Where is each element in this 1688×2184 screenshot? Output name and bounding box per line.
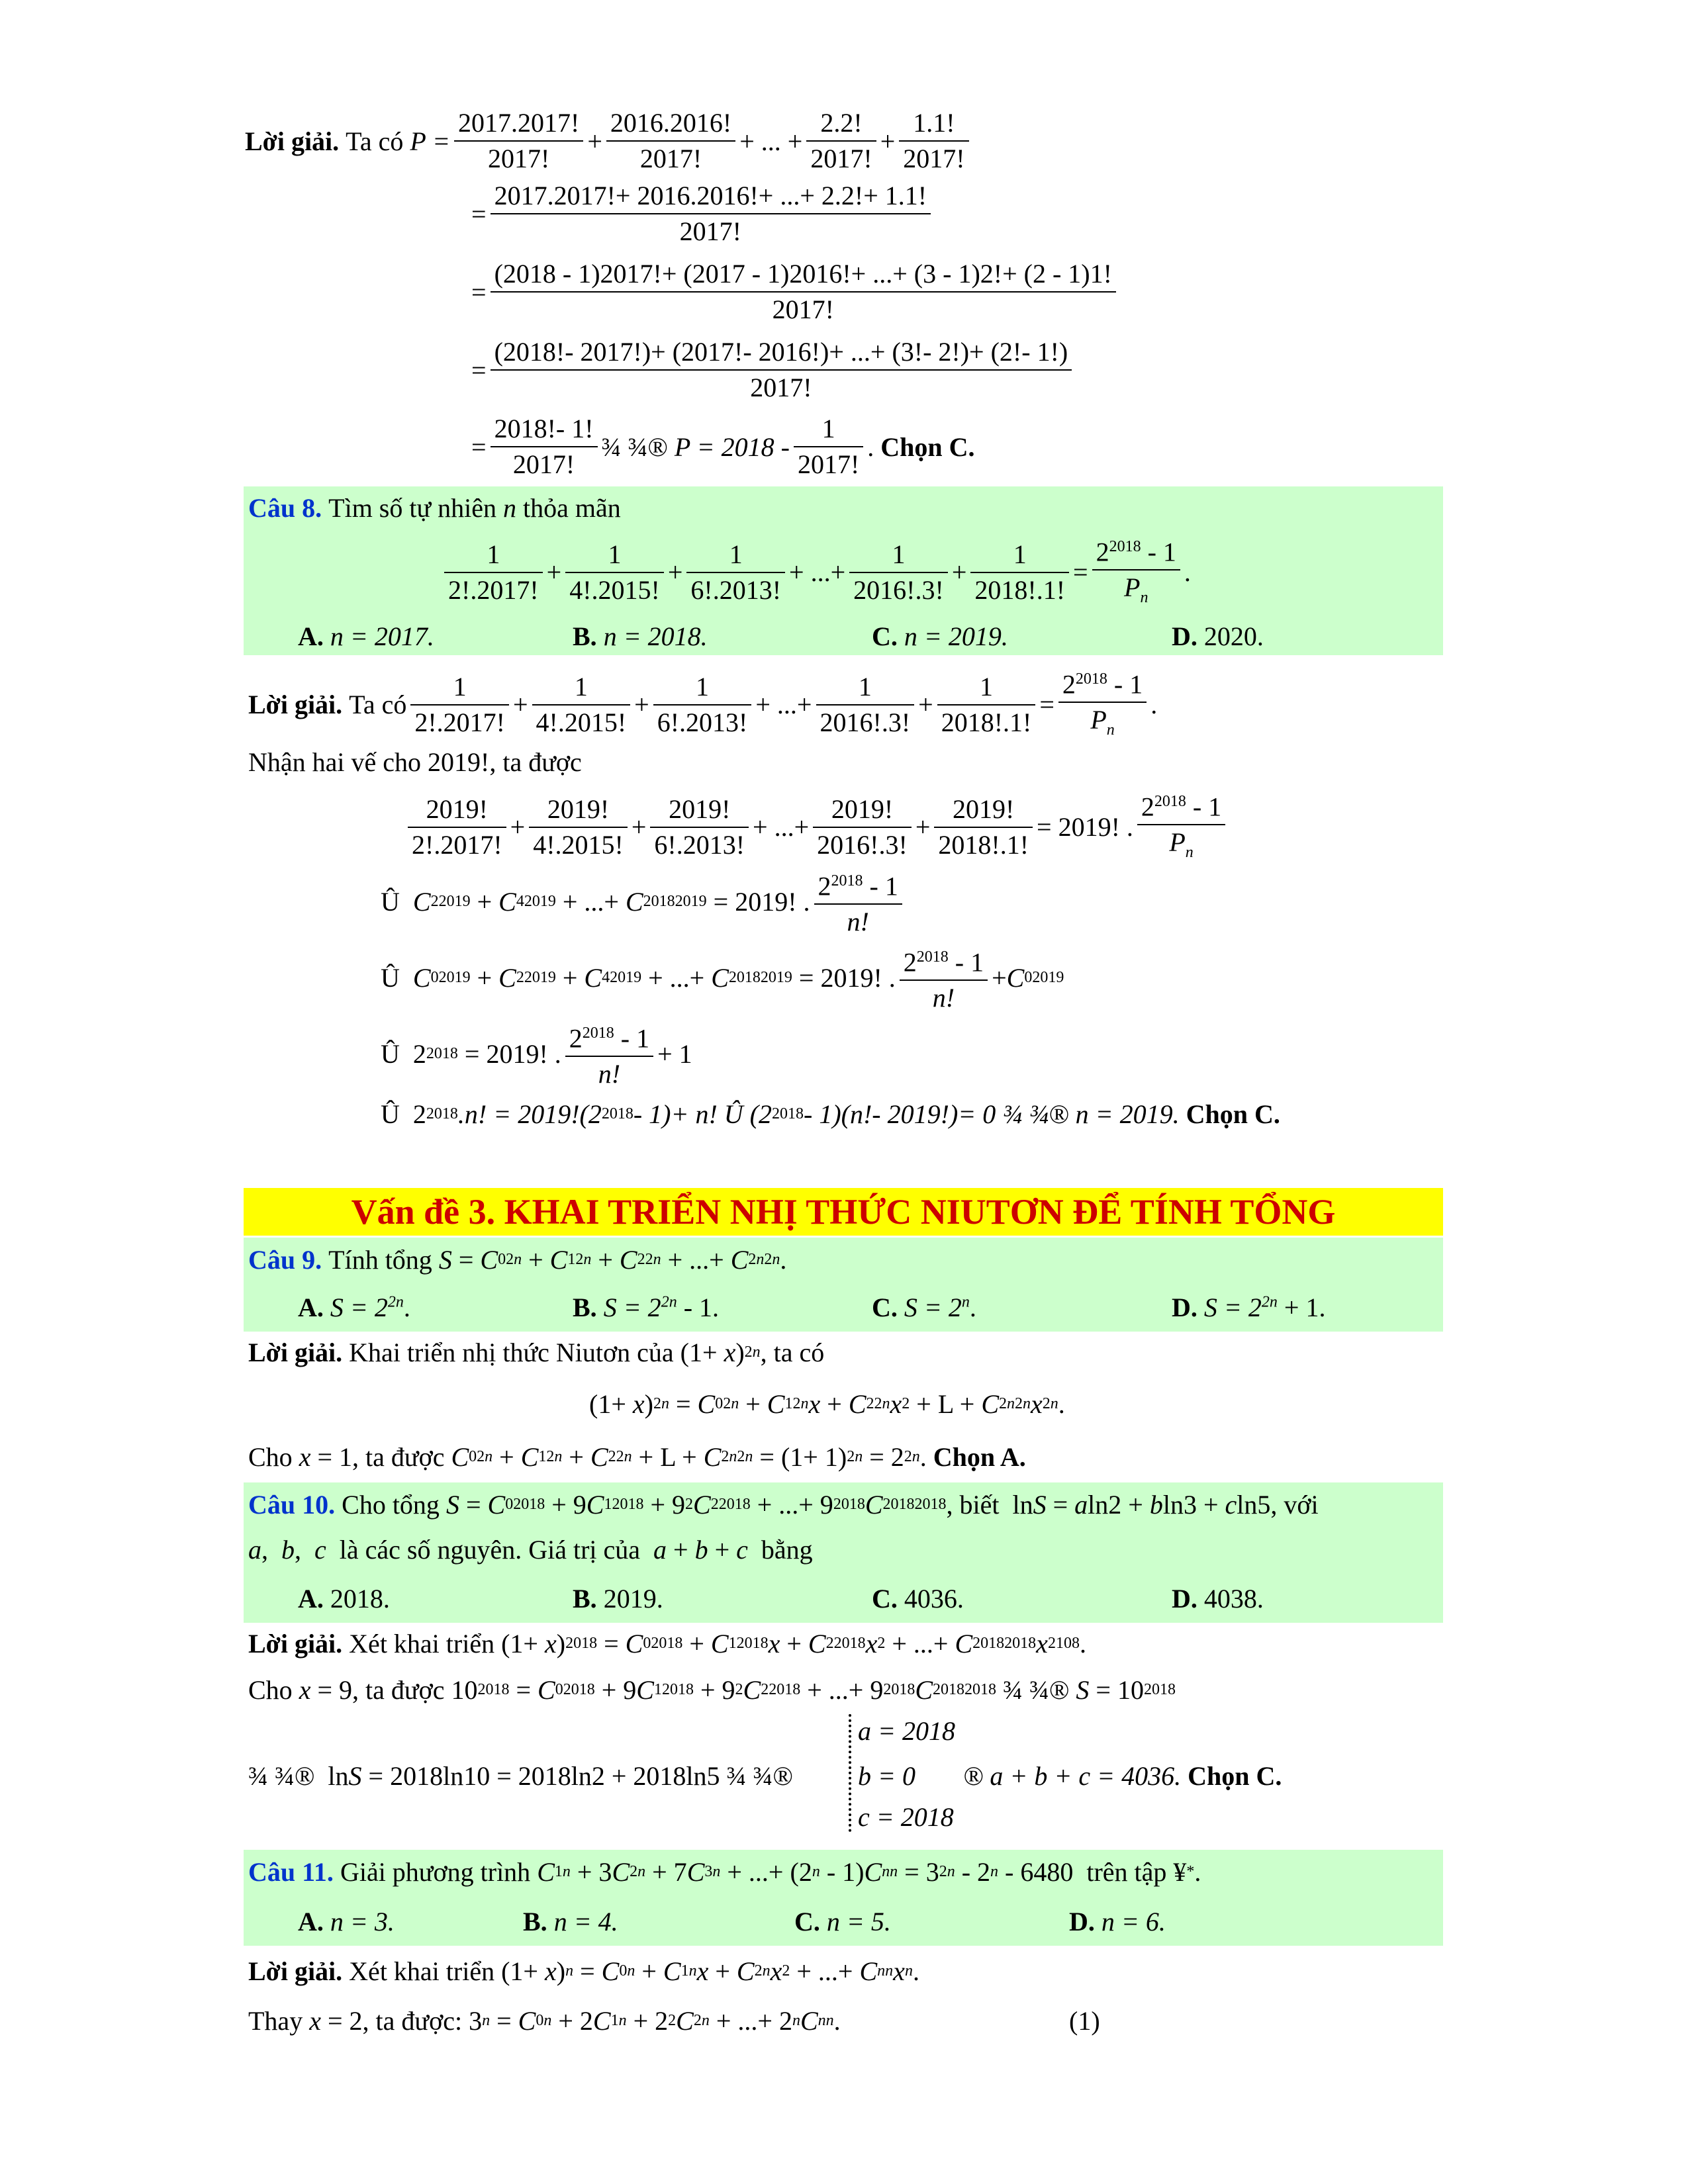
q10-option-c[interactable]: C. 4036. xyxy=(872,1584,964,1614)
q8-equation: $\frac{1}{2!.2017!}$ + $\frac{1}{4!.2015!}$ + $\frac{1}{6!.2013!}$ + ...+ $\frac{1}{2016!.3!}$ + $\frac{1}{2018!.1!}$ = $\frac{2^{2018} - 1}{P_n}$ . xyxy=(440,529,1191,615)
q9-line1: Câu 9. Tính tổng S = C 0 2n + C 1 2n + C 2 2n + ...+ C 2n 2n . xyxy=(248,1245,787,1275)
fraction: $\frac{2^{2018} - 1}{n!}$ xyxy=(900,940,988,1015)
fraction: $\frac{2^{2018} - 1}{n!}$ xyxy=(814,864,902,939)
sol7-line1: Lời giải. Ta có P = $\frac{2017.2017!}{2017!}$ + $\frac{2016.2016!}{2017!}$ + ... + $\frac{2.2!}{2017!}$ + $\frac{1.1!}{2017!}$ xyxy=(245,106,973,176)
fraction: $\frac{2019!}{6!.2013!}$ xyxy=(650,792,749,862)
fraction: $\frac{2^{2018} - 1}{P_n}$ xyxy=(1058,662,1147,747)
question-text: Tìm số tự nhiên xyxy=(328,492,497,523)
fraction: $\frac{1}{2016!.3!}$ xyxy=(849,537,948,608)
sol10-line1: Lời giải. Xét khai triển (1+ x ) 2018 = C 0 2018 + C 1 2018 x + C 2 2018 x 2 + ...+ C 2018 2018 x 2108 . xyxy=(248,1629,1086,1659)
q8-option-d[interactable]: D. 2020. xyxy=(1172,621,1264,651)
sol8-line5: Û 2 2018 = 2019! . $\frac{2^{2018} - 1}{n!}$ + 1 xyxy=(381,1016,692,1091)
question-text: Tính tổng xyxy=(328,1245,432,1275)
q11-option-b[interactable]: B. n = 4. xyxy=(523,1907,618,1936)
q9-option-c[interactable]: C. $S = 2^n$. xyxy=(872,1293,976,1322)
q11-option-a[interactable]: A. n = 3. xyxy=(298,1907,395,1936)
equals-sign: = xyxy=(471,432,487,462)
fraction: $\frac{1.1!}{2017!}$ xyxy=(899,106,968,176)
q8-option-b[interactable]: B. n = 2018. xyxy=(573,621,708,651)
fraction: $\frac{2019!}{4!.2015!}$ xyxy=(529,792,628,862)
solution-label: Lời giải. xyxy=(248,1629,343,1659)
q11-option-d[interactable]: D. n = 6. xyxy=(1069,1907,1166,1936)
fraction: $\frac{2017.2017!}{2017!}$ xyxy=(454,106,583,176)
q10-option-b[interactable]: B. 2019. xyxy=(573,1584,663,1614)
fraction: $\frac{1}{2!.2017!}$ xyxy=(410,670,509,740)
system-eq-c: c = 2018 xyxy=(858,1802,954,1832)
fraction: $\frac{2016.2016!}{2017!}$ xyxy=(606,106,735,176)
sol8-multiply-text: Nhận hai vế cho 2019!, ta được xyxy=(248,747,582,777)
fraction: $\frac{1}{2016!.3!}$ xyxy=(816,670,915,740)
fraction: $\frac{1}{2018!.1!}$ xyxy=(937,670,1036,740)
solution-intro: Ta có xyxy=(346,126,404,156)
sol7-line4 xyxy=(471,335,1076,405)
fraction: $\frac{2.2!}{2017!}$ xyxy=(806,106,876,176)
fraction: $\frac{2018!- 1!}{2017!}$ xyxy=(491,412,598,482)
iff-symbol: Û xyxy=(381,886,400,917)
equals-sign: = xyxy=(471,199,487,229)
solution-label: Lời giải. xyxy=(245,126,340,156)
sol7-line5: = $\frac{2018!- 1!}{2017!}$ ¾ ¾® P = 2018 - $\frac{1}{2017!}$ . Chọn C. xyxy=(471,412,975,482)
implies-arrow: ¾ ¾® xyxy=(601,432,668,462)
fraction: $\frac{2017.2017!+ 2016.2016!+ ...+ 2.2!+ 1.1!}{2017!}$ xyxy=(491,179,931,249)
equation-number: (1) xyxy=(1069,2006,1100,2036)
fraction: $\frac{1}{2018!.1!}$ xyxy=(970,537,1069,608)
equals-sign: = xyxy=(471,355,487,385)
q8-line1 xyxy=(248,488,621,527)
answer-choice: Chọn C. xyxy=(1188,1761,1282,1791)
sol7-line2 xyxy=(471,179,935,249)
question-text-2: thỏa mãn xyxy=(523,492,621,523)
sol11-line2: Thay x = 2 , ta được: 3 n = C 0 n + 2 C 1 n + 2 2 C 2 n + ...+ 2 n C n n . xyxy=(248,2006,841,2036)
sol9-line3: Cho x = 1 , ta được C 0 2n + C 1 2n + C 2 2n + L + C 2n 2n = (1+ 1) 2n = 2 2n . Chọn A. xyxy=(248,1442,1026,1472)
fraction: $\frac{2019!}{2018!.1!}$ xyxy=(934,792,1033,862)
iff-symbol: Û xyxy=(381,1038,400,1069)
equals-sign: = xyxy=(471,277,487,307)
sol9-expansion: (1+ x ) 2n = C 0 2n + C 1 2n x + C 2 2n x 2 + L + C 2n 2n x 2n . xyxy=(589,1389,1065,1419)
result-expression: P = 2018 - xyxy=(674,432,790,462)
fraction: $\frac{2019!}{2!.2017!}$ xyxy=(408,792,506,862)
sol8-line6: Û 2 2018 .n! = 2019!(2 2018 - 1)+ n! Û (2 2018 - 1)(n!- 2019!)= 0 ¾ ¾® n = 2019. Chọn C. xyxy=(381,1099,1280,1129)
answer-choice: Chọn A. xyxy=(933,1442,1026,1472)
q11-option-c[interactable]: C. n = 5. xyxy=(794,1907,891,1936)
q9-option-d[interactable]: D. $S = 2^{2n} + 1$. xyxy=(1172,1293,1326,1322)
q11-line1: Câu 11. Giải phương trình C 1 n + 3 C 2 n + 7 C 3 n + ...+ (2 n - 1) C n n = 3 2n - 2 n - 6480 trên tập ¥ * . xyxy=(248,1857,1201,1887)
fraction: $\frac{2019!}{2016!.3!}$ xyxy=(813,792,912,862)
section-heading: Vấn đề 3. KHAI TRIỂN NHỊ THỨC NIUTƠN ĐỂ TÍNH TỔNG xyxy=(351,1192,1336,1232)
q8-option-a[interactable]: A. n = 2017. xyxy=(298,621,434,651)
solution-intro: Ta có xyxy=(349,690,407,720)
fraction: $\frac{1}{6!.2013!}$ xyxy=(686,537,785,608)
q9-option-a[interactable]: A. $S = 2^{2n}$. xyxy=(298,1293,410,1322)
fraction: $\frac{1}{4!.2015!}$ xyxy=(565,537,664,608)
fraction: $\frac{(2018!- 2017!)+ (2017!- 2016!)+ ...+ (3!- 2!)+ (2!- 1!)}{2017!}$ xyxy=(491,335,1072,405)
sol11-line1: Lời giải. Xét khai triển (1+ x ) n = C 0 n + C 1 n x + C 2 n x 2 + ...+ C n n x n . xyxy=(248,1956,919,1986)
sol8-line1: Lời giải. Ta có $\frac{1}{2!.2017!}$ + $\frac{1}{4!.2015!}$ + $\frac{1}{6!.2013!}$ + ...+ $\frac{1}{2016!.3!}$ + $\frac{1}{2018!.1!}$ = $\frac{2^{2018} - 1}{P_n}$ . xyxy=(248,662,1157,747)
fraction: $\frac{1}{4!.2015!}$ xyxy=(532,670,631,740)
sol10-line3: ¾ ¾® ln S = 2018ln10 = 2018ln2 + 2018ln5 ¾ ¾® xyxy=(248,1761,793,1791)
fraction: $\frac{1}{6!.2013!}$ xyxy=(653,670,752,740)
q10-option-a[interactable]: A. 2018. xyxy=(298,1584,390,1614)
variable-n: n xyxy=(503,492,517,523)
q10-line1: Câu 10. Cho tổng S = C 0 2018 + 9 C 1 2018 + 9 2 C 2 2018 + ...+ 9 2018 C 2018 2018 , biết ln S = a ln2 + b ln3 + c ln5, với xyxy=(248,1490,1319,1520)
iff-symbol: Û xyxy=(381,962,400,993)
system-eq-b: b = 0 xyxy=(858,1761,915,1791)
sol10-line2: Cho x = 9 , ta được 10 2018 = C 0 2018 + 9 C 1 2018 + 9 2 C 2 2018 + ...+ 9 2018 C 2018 2018 ¾ ¾® S = 10 2018 xyxy=(248,1675,1176,1705)
question-label: Câu 9. xyxy=(248,1245,322,1275)
solution-label: Lời giải. xyxy=(248,690,343,720)
question-label: Câu 8. xyxy=(248,492,322,523)
ellipsis: + ... + xyxy=(739,126,803,156)
sol7-line3 xyxy=(471,257,1120,327)
q8-option-c[interactable]: C. n = 2019. xyxy=(872,621,1008,651)
solution-label: Lời giải. xyxy=(248,1956,343,1986)
fraction: $\frac{(2018 - 1)2017!+ (2017 - 1)2016!+ ...+ (3 - 1)2!+ (2 - 1)1!}{2017!}$ xyxy=(491,257,1116,327)
equation-lhs: P = xyxy=(410,126,451,156)
section-heading-box xyxy=(244,1188,1443,1236)
sol8-line2: $\frac{2019!}{2!.2017!}$ + $\frac{2019!}{4!.2015!}$ + $\frac{2019!}{6!.2013!}$ + ...+ $\frac{2019!}{2016!.3!}$ + $\frac{2019!}{2018!.1!}$ = 2019! . $\frac{2^{2018} - 1}{P_n}$ xyxy=(404,784,1229,870)
sol9-line1: Lời giải. Khai triển nhị thức Niutơn của (1+ x ) 2n , ta có xyxy=(248,1338,825,1367)
fraction: $\frac{1}{2017!}$ xyxy=(794,412,863,482)
answer-choice: Chọn C. xyxy=(880,432,975,462)
fraction: $\frac{2^{2018} - 1}{P_n}$ xyxy=(1137,784,1225,870)
question-label: Câu 11. xyxy=(248,1857,334,1887)
solution-label: Lời giải. xyxy=(248,1338,343,1367)
q9-option-b[interactable]: B. $S = 2^{2n} - 1$. xyxy=(573,1293,720,1322)
sol10-conclusion: ® a + b + c = 4036. Chọn C. xyxy=(963,1761,1282,1791)
answer-choice: Chọn C. xyxy=(1186,1099,1280,1129)
q10-option-d[interactable]: D. 4038. xyxy=(1172,1584,1264,1614)
question-label: Câu 10. xyxy=(248,1490,336,1520)
fraction: $\frac{1}{2!.2017!}$ xyxy=(444,537,543,608)
fraction: $\frac{2^{2018} - 1}{P_n}$ xyxy=(1092,529,1180,615)
q10-line2: a , b , c là các số nguyên. Giá trị của a + b + c bằng xyxy=(248,1535,813,1565)
sol8-line3: Û C 2 2019 + C 4 2019 + ...+ C 2018 2019 = 2019! . $\frac{2^{2018} - 1}{n!}$ xyxy=(381,864,906,939)
sol8-line4: Û C 0 2019 + C 2 2019 + C 4 2019 + ...+ C 2018 2019 = 2019! . $\frac{2^{2018} - 1}{n!}$ + C 0 2019 xyxy=(381,940,1064,1015)
system-brace xyxy=(849,1714,851,1832)
fraction: $\frac{2^{2018} - 1}{n!}$ xyxy=(565,1016,653,1091)
iff-symbol: Û xyxy=(381,1099,400,1129)
system-eq-a: a = 2018 xyxy=(858,1716,955,1746)
